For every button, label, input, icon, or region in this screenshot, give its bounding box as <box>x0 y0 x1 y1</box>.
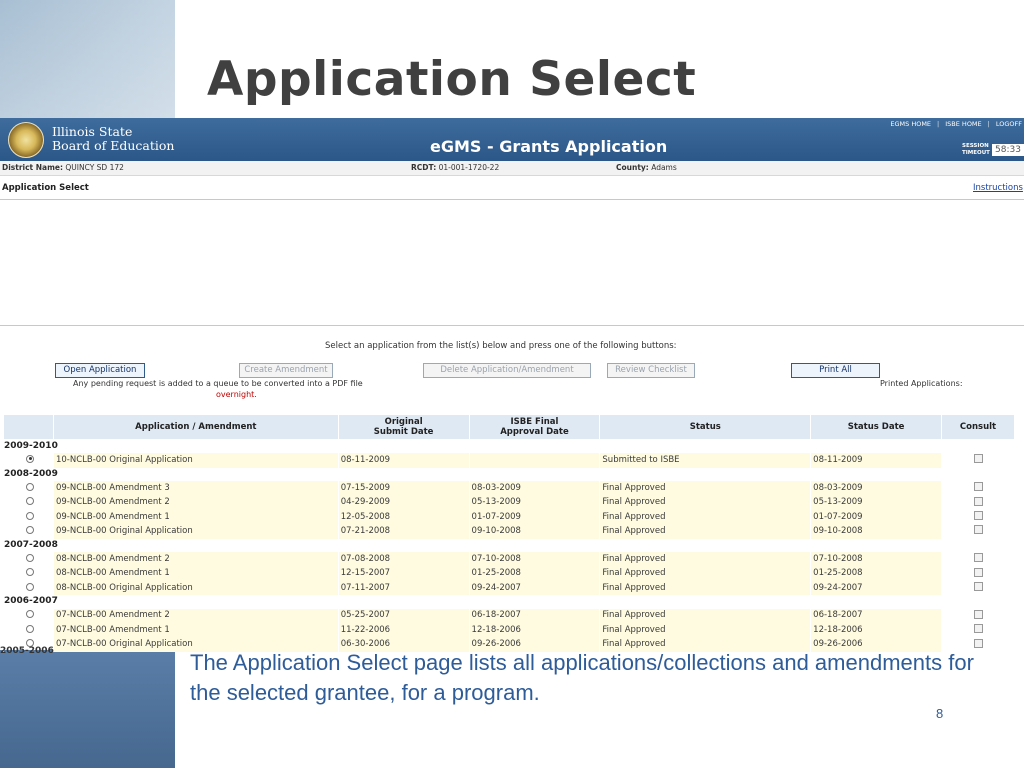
top-links: EGMS HOME | ISBE HOME | LOGOFF <box>890 120 1022 128</box>
consult-checkbox[interactable] <box>974 482 983 491</box>
consult-column-header: Consult <box>942 415 1015 440</box>
district-bar <box>0 161 1024 176</box>
table-row[interactable] <box>4 609 1015 623</box>
row-select-radio[interactable] <box>26 497 34 505</box>
table-row[interactable] <box>4 567 1015 581</box>
county-label: County: <box>616 163 649 172</box>
year-group-header: 2006-2007 <box>4 595 1015 608</box>
status-date-column-header: Status Date <box>811 415 942 440</box>
app-title: eGMS - Grants Application <box>430 137 668 156</box>
approval-date: 01-25-2008 <box>471 568 521 579</box>
table-row[interactable] <box>4 623 1015 637</box>
approval-date: 06-18-2007 <box>471 610 521 621</box>
status-text: Final Approved <box>602 624 666 635</box>
application-column-header: Application / Amendment <box>53 415 338 440</box>
isbe-home-link[interactable]: ISBE HOME <box>945 120 982 128</box>
status-date: 07-10-2008 <box>813 553 863 564</box>
year-group-header: 2009-2010 <box>4 440 1015 454</box>
approval-date: 09-10-2008 <box>471 525 521 536</box>
status-text: Submitted to ISBE <box>602 454 680 465</box>
submit-date: 11-22-2006 <box>340 624 391 635</box>
selection-prompt: Select an application from the list(s) below and press one of the following buttons: <box>325 341 677 351</box>
row-select-radio[interactable] <box>26 610 34 618</box>
status-column-header: Status <box>600 415 811 440</box>
status-text: Final Approved <box>602 553 666 564</box>
year-group-row <box>4 539 1015 552</box>
review-checklist-button[interactable]: Review Checklist <box>607 363 695 378</box>
approval-date-column-header: ISBE Final Approval Date <box>469 415 600 440</box>
consult-checkbox[interactable] <box>974 525 983 534</box>
consult-checkbox[interactable] <box>974 624 983 633</box>
table-row[interactable] <box>4 510 1015 524</box>
application-name: 09-NCLB-00 Original Application <box>55 525 193 536</box>
application-name: 07-NCLB-00 Amendment 2 <box>55 610 170 621</box>
status-date: 09-26-2006 <box>813 639 863 650</box>
page-number: 8 <box>936 706 944 721</box>
year-group-row <box>4 440 1015 454</box>
approval-date: 08-03-2009 <box>471 482 521 493</box>
consult-checkbox[interactable] <box>974 610 983 619</box>
divider <box>0 325 1024 326</box>
consult-checkbox[interactable] <box>974 497 983 506</box>
isbe-logo-text: Illinois State Board of Education <box>52 124 175 153</box>
approval-date: 12-18-2006 <box>471 624 521 635</box>
applications-table <box>3 414 1015 652</box>
logoff-link[interactable]: LOGOFF <box>995 120 1022 128</box>
application-name: 09-NCLB-00 Amendment 3 <box>55 482 170 493</box>
pdf-queue-note: Any pending request is added to a queue to be converted into a PDF file <box>73 379 363 388</box>
application-name: 07-NCLB-00 Original Application <box>55 639 193 650</box>
status-text: Final Approved <box>602 639 666 650</box>
row-select-radio[interactable] <box>26 526 34 534</box>
status-text: Final Approved <box>602 610 666 621</box>
year-group-header: 2008-2009 <box>4 468 1015 481</box>
row-select-radio[interactable] <box>26 583 34 591</box>
status-date: 01-07-2009 <box>813 511 863 522</box>
row-select-radio[interactable] <box>26 568 34 576</box>
egms-screenshot <box>0 118 1024 650</box>
application-name: 09-NCLB-00 Amendment 2 <box>55 497 170 508</box>
district-name: QUINCY SD 172 <box>65 163 124 172</box>
table-row[interactable] <box>4 581 1015 595</box>
submit-date: 07-08-2008 <box>340 553 391 564</box>
rcdt-value: 01-001-1720-22 <box>438 163 500 172</box>
app-header <box>0 118 1024 161</box>
submit-date: 05-25-2007 <box>340 610 391 621</box>
year-group-header <box>0 646 60 650</box>
consult-checkbox[interactable] <box>974 639 983 648</box>
pdf-queue-note-overnight: overnight. <box>216 390 257 399</box>
create-amendment-button[interactable]: Create Amendment <box>239 363 333 378</box>
status-date: 06-18-2007 <box>813 610 863 621</box>
printed-applications-label: Printed Applications: <box>880 379 963 388</box>
status-date: 09-10-2008 <box>813 525 863 536</box>
submit-date: 12-15-2007 <box>340 568 391 579</box>
submit-date: 07-15-2009 <box>340 482 391 493</box>
application-name: 07-NCLB-00 Amendment 1 <box>55 624 170 635</box>
status-date: 05-13-2009 <box>813 497 863 508</box>
row-select-radio[interactable] <box>26 455 34 463</box>
application-name: 08-NCLB-00 Amendment 1 <box>55 568 170 579</box>
approval-date: 05-13-2009 <box>471 497 521 508</box>
submit-date: 07-21-2008 <box>340 525 391 536</box>
table-row[interactable] <box>4 481 1015 495</box>
consult-checkbox[interactable] <box>974 511 983 520</box>
isbe-seal-icon <box>8 122 44 158</box>
status-date: 08-11-2009 <box>813 454 863 465</box>
status-text: Final Approved <box>602 525 666 536</box>
approval-date: 09-24-2007 <box>471 582 521 593</box>
submit-date: 04-29-2009 <box>340 497 391 508</box>
status-text: Final Approved <box>602 568 666 579</box>
table-row[interactable] <box>4 496 1015 510</box>
row-select-radio[interactable] <box>26 554 34 562</box>
year-group-row <box>4 595 1015 608</box>
select-column-header <box>4 415 54 440</box>
year-group-row <box>4 468 1015 481</box>
open-application-button[interactable]: Open Application <box>55 363 145 378</box>
submit-date: 07-11-2007 <box>340 582 391 593</box>
print-all-button[interactable]: Print All <box>791 363 880 378</box>
slide-decoration-top <box>0 0 175 118</box>
status-date: 12-18-2006 <box>813 624 863 635</box>
application-name: 08-NCLB-00 Amendment 2 <box>55 553 170 564</box>
table-header-row <box>4 415 1015 440</box>
slide-title: Application Select <box>207 52 697 107</box>
status-date: 09-24-2007 <box>813 582 863 593</box>
submit-date-column-header: Original Submit Date <box>338 415 469 440</box>
status-date: 08-03-2009 <box>813 482 863 493</box>
session-timeout-label: SESSION TIMEOUT <box>962 143 990 156</box>
table-row[interactable] <box>4 524 1015 538</box>
consult-checkbox[interactable] <box>974 553 983 562</box>
slide-decoration-bottom <box>0 648 175 768</box>
approval-date: 09-26-2006 <box>471 639 521 650</box>
row-select-radio[interactable] <box>26 483 34 491</box>
status-text: Final Approved <box>602 482 666 493</box>
instructions-link[interactable]: Instructions <box>973 183 1023 193</box>
rcdt-label: RCDT: <box>411 163 437 172</box>
approval-date: 07-10-2008 <box>471 553 521 564</box>
egms-home-link[interactable]: EGMS HOME <box>890 120 932 128</box>
divider <box>0 199 1024 200</box>
table-row[interactable] <box>4 453 1015 467</box>
county-value: Adams <box>651 163 677 172</box>
application-name: 10-NCLB-00 Original Application <box>55 454 193 465</box>
row-select-radio[interactable] <box>26 625 34 633</box>
submit-date: 06-30-2006 <box>340 639 391 650</box>
delete-application-button[interactable]: Delete Application/Amendment <box>423 363 591 378</box>
session-timeout-value: 58:33 <box>992 144 1029 156</box>
submit-date: 12-05-2008 <box>340 511 391 522</box>
district-name-label: District Name: <box>2 163 63 172</box>
consult-checkbox[interactable] <box>974 454 983 463</box>
approval-date: 01-07-2009 <box>471 511 521 522</box>
consult-checkbox[interactable] <box>974 568 983 577</box>
status-text: Final Approved <box>602 511 666 522</box>
row-select-radio[interactable] <box>26 512 34 520</box>
status-date: 01-25-2008 <box>813 568 863 579</box>
status-text: Final Approved <box>602 497 666 508</box>
table-row[interactable] <box>4 552 1015 566</box>
application-name: 08-NCLB-00 Original Application <box>55 582 193 593</box>
slide-caption: The Application Select page lists all applications/collections and amendments for the selected grantee, for a program. <box>190 650 974 705</box>
consult-checkbox[interactable] <box>974 582 983 591</box>
application-name: 09-NCLB-00 Amendment 1 <box>55 511 170 522</box>
year-group-header: 2007-2008 <box>4 539 1015 552</box>
submit-date: 08-11-2009 <box>340 454 391 465</box>
status-text: Final Approved <box>602 582 666 593</box>
page-heading: Application Select <box>2 183 89 193</box>
